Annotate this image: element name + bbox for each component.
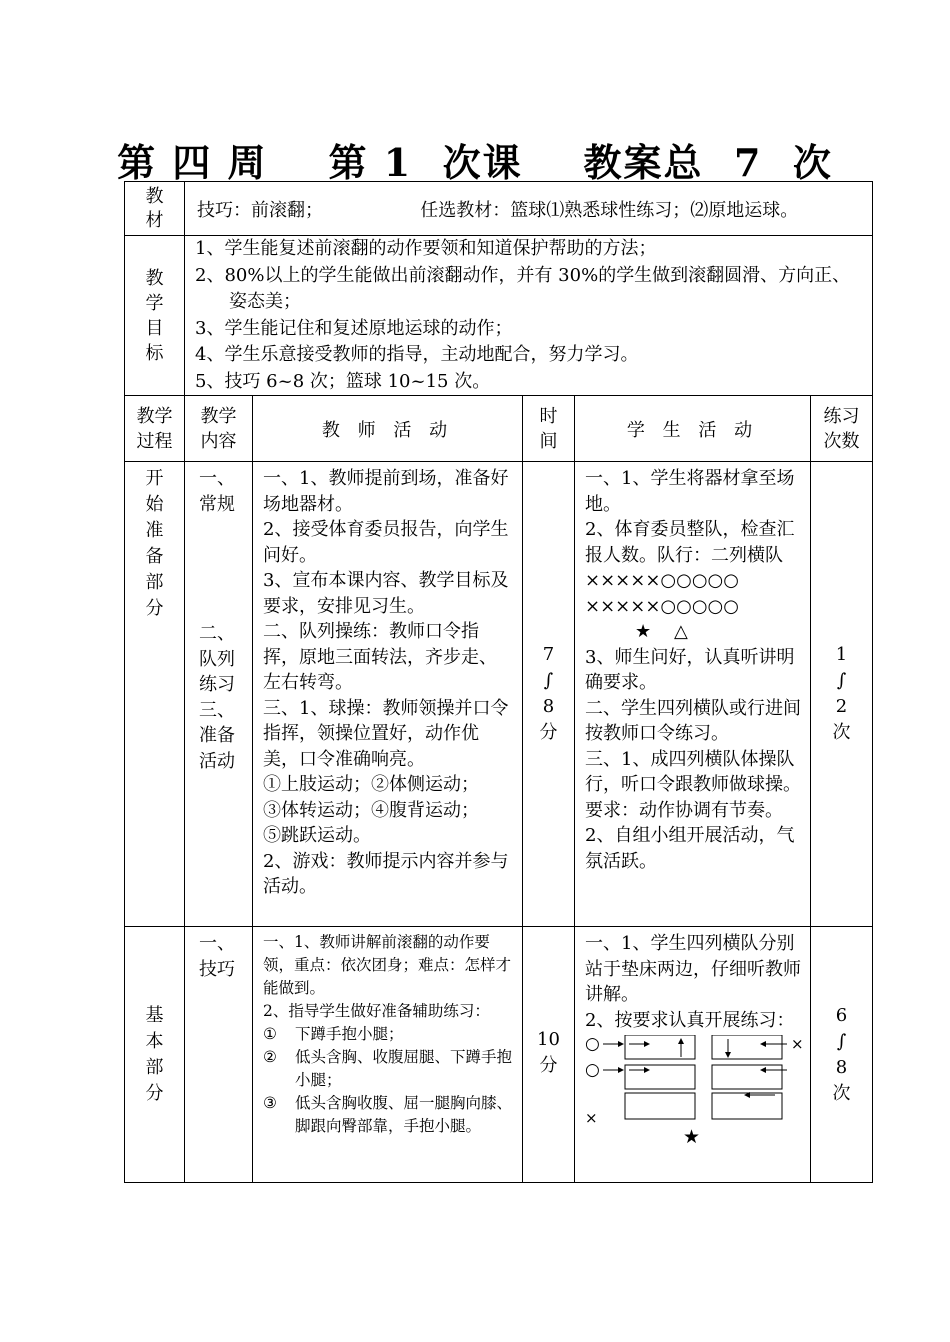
- goals-content: [185, 236, 873, 396]
- section1-process-text: 开始准备部分: [145, 468, 164, 619]
- time-part: 7: [542, 644, 555, 665]
- student-item: 一、1、学生将器材拿至场地。: [585, 468, 795, 515]
- teacher-item: 2、指导学生做好准备辅助练习：: [263, 1002, 490, 1020]
- goal-item: 2、80%以上的学生能做出前滚翻动作，并有 30%的学生做到滚翻圆滑、方向正、姿态美；: [195, 264, 851, 312]
- goal-item: 4、学生乐意接受教师的指导，主动地配合，努力学习。: [195, 344, 639, 365]
- section1-content: [185, 462, 253, 927]
- mat-right-third: [712, 1093, 782, 1119]
- student-item: 2、自组小组开展活动，气氛活跃。: [585, 825, 795, 872]
- teacher-item: ③体转运动；④腹背运动；: [263, 799, 479, 821]
- goals-label: [125, 236, 185, 396]
- mat-right-bottom: [712, 1065, 782, 1089]
- formation-row: ×××××○○○○○: [585, 570, 739, 591]
- header-process: [125, 396, 185, 462]
- header-content-text: 教学内容: [200, 405, 237, 452]
- teacher-step: [263, 1046, 514, 1092]
- student-item: 一、1、学生四列横队分别站于垫床两边，仔细听教师讲解。: [585, 933, 801, 1005]
- count-part: 8: [835, 1056, 848, 1078]
- teacher-step: [263, 1023, 514, 1046]
- teacher-item: ①上肢运动；②体侧运动；: [263, 774, 479, 795]
- teacher-item: 一、1、教师讲解前滚翻的动作要领，重点：依次团身；难点：怎样才能做到。: [263, 933, 512, 997]
- goals-label-text: 教学目标: [145, 267, 164, 364]
- student-item: 二、学生四列横队或行进间按教师口令练习。: [585, 697, 801, 744]
- section2-content: [185, 927, 253, 1183]
- header-count: [811, 396, 873, 462]
- header-content: [185, 396, 253, 462]
- content-item: 三、准备活动: [199, 699, 235, 772]
- section2-count: [811, 927, 873, 1183]
- formation-markers: ★ △: [635, 621, 688, 642]
- time-part: 分: [539, 722, 558, 743]
- goals-row: [125, 236, 873, 396]
- goal-item: 5、技巧 6~8 次；篮球 10~15 次。: [195, 370, 491, 392]
- student-item: 2、按要求认真开展练习：: [585, 1009, 795, 1031]
- cross-marker: ×: [791, 1035, 804, 1053]
- material-row: [125, 182, 873, 236]
- section1-time: [523, 462, 575, 927]
- mat-left-bottom: [625, 1065, 695, 1089]
- header-student: [575, 396, 811, 462]
- page-title: 第 四 周 第 1 次课 教案总 7 次: [117, 140, 833, 185]
- teacher-item: 三、1、球操：教师领操并口令指挥，领操位置好，动作优美，口令准确响亮。: [263, 697, 509, 770]
- material-label-text: 教材: [145, 185, 164, 231]
- content-item: 一、技巧: [199, 933, 235, 980]
- section2-student: [575, 927, 811, 1183]
- step-text: 低头含胸、收腹屈腿、下蹲手抱小腿；: [295, 1048, 513, 1089]
- section2-teacher: [253, 927, 523, 1183]
- header-row: [125, 396, 873, 462]
- teacher-item: 2、游戏：教师提示内容并参与活动。: [263, 850, 509, 897]
- section1-student: [575, 462, 811, 927]
- header-teacher: [253, 396, 523, 462]
- formation-row: ×××××○○○○○: [585, 595, 739, 617]
- lesson-plan-table: [124, 181, 873, 1183]
- count-part: 6: [835, 1004, 848, 1026]
- teacher-star-icon: ★: [683, 1126, 701, 1145]
- student-item: 3、师生问好，认真听讲明确要求。: [585, 646, 795, 693]
- mat-left-top: [625, 1035, 695, 1059]
- goal-item: 1、学生能复述前滚翻的动作要领和知道保护帮助的方法；: [195, 238, 657, 259]
- mat-right-top: [712, 1035, 782, 1059]
- header-time-text: 时间: [539, 405, 558, 452]
- time-part: ∫: [543, 670, 554, 691]
- content-item: 一、常规: [199, 468, 235, 515]
- header-student-text: 学 生 活 动: [626, 419, 759, 441]
- goal-item: 3、学生能记住和复述原地运球的动作；: [195, 317, 513, 339]
- material-content-cell: [185, 182, 873, 236]
- count-part: 2: [835, 696, 848, 717]
- material-content: 技巧：前滚翻； 任选教材：篮球⑴熟悉球性练习；⑵原地运球。: [197, 199, 799, 221]
- count-part: 次: [832, 1082, 851, 1104]
- time-part: 8: [542, 696, 555, 717]
- section2-process-text: 基本部分: [145, 1004, 164, 1104]
- header-count-text: 练习次数: [823, 405, 860, 452]
- student-item: 三、1、成四列横队体操队行，听口令跟教师做球操。要求：动作协调有节奏。: [585, 748, 801, 821]
- cross-marker: ×: [585, 1109, 598, 1127]
- header-teacher-text: 教 师 活 动: [321, 419, 454, 441]
- mat-practice-diagram: [585, 1035, 805, 1145]
- section2-time: [523, 927, 575, 1183]
- step-num: ①: [263, 1025, 277, 1043]
- step-text: 下蹲手抱小腿；: [295, 1025, 404, 1043]
- count-part: ∫: [836, 1030, 847, 1052]
- time-part: 10: [537, 1029, 560, 1050]
- material-label: [125, 182, 185, 236]
- circle-marker: ○: [585, 1060, 600, 1080]
- header-process-text: 教学过程: [136, 405, 173, 452]
- count-part: 次: [832, 722, 851, 743]
- count-part: 1: [835, 644, 848, 665]
- step-num: ③: [263, 1094, 277, 1112]
- teacher-step: [263, 1092, 514, 1138]
- student-item: 2、体育委员整队，检查汇报人数。队行：二列横队: [585, 519, 795, 566]
- circle-marker: ○: [585, 1035, 600, 1054]
- section1-process: [125, 462, 185, 927]
- step-text: 低头含胸收腹、屈一腿胸向膝、脚跟向臀部靠，手抱小腿。: [295, 1094, 513, 1135]
- mat-left-third: [625, 1093, 695, 1119]
- section2-process: [125, 927, 185, 1183]
- teacher-item: 2、接受体育委员报告，向学生问好。: [263, 519, 509, 566]
- count-part: ∫: [836, 670, 847, 691]
- section-basic-row: [125, 927, 873, 1183]
- teacher-item: 二、队列操练：教师口令指挥，原地三面转法，齐步走、左右转弯。: [263, 621, 497, 693]
- teacher-item: ⑤跳跃运动。: [263, 825, 371, 846]
- section-start-row: [125, 462, 873, 927]
- header-time: [523, 396, 575, 462]
- section1-count: [811, 462, 873, 927]
- teacher-item: 3、宣布本课内容、教学目标及要求，安排见习生。: [263, 570, 509, 617]
- content-item: 二、队列练习: [199, 623, 235, 695]
- step-num: ②: [263, 1048, 277, 1066]
- time-part: 分: [539, 1055, 558, 1076]
- teacher-item: 一、1、教师提前到场，准备好场地器材。: [263, 468, 509, 515]
- section1-teacher: [253, 462, 523, 927]
